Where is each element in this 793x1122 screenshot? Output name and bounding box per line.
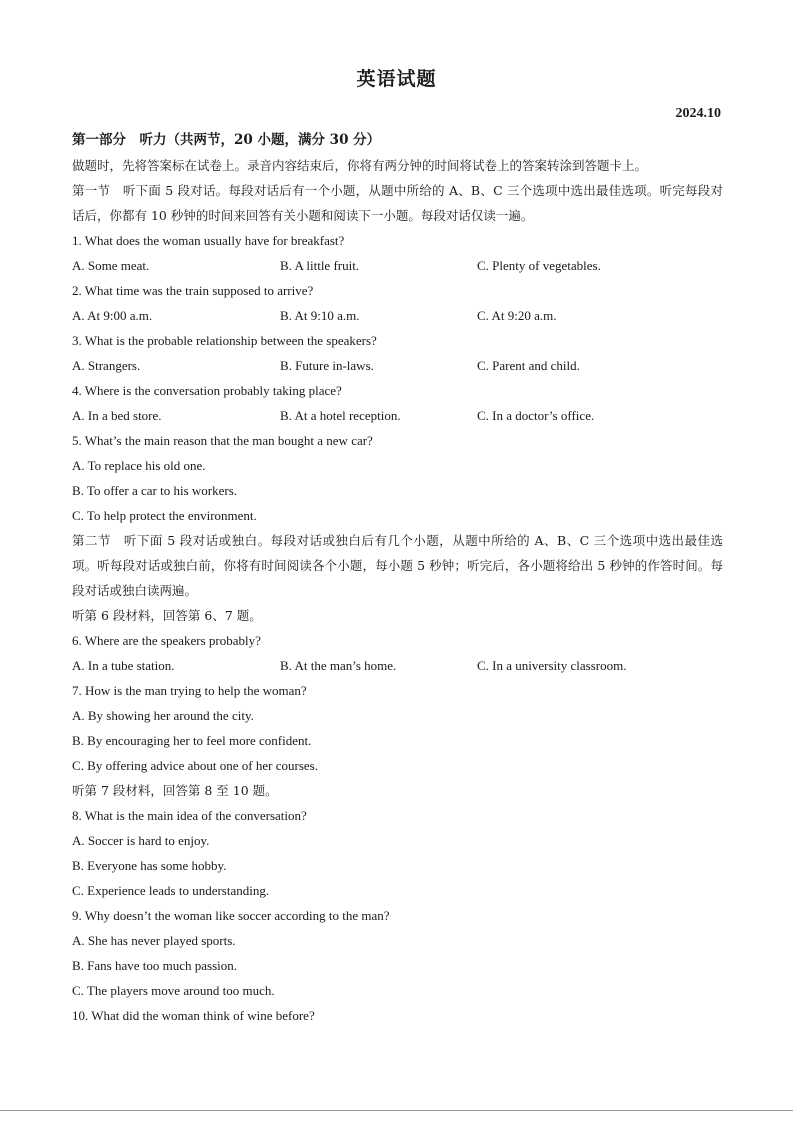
option-b: B. By encouraging her to feel more confident.	[72, 733, 312, 748]
option-a: A. By showing her around the city.	[72, 708, 254, 723]
question-7-stem: 7. How is the man trying to help the woman?	[72, 683, 307, 698]
option-a: A. In a bed store.	[72, 408, 162, 423]
material-7-instruction: 听第 7 段材料，回答第 8 至 10 题。	[72, 783, 278, 798]
question-2-stem: 2. What time was the train supposed to arrive?	[72, 283, 314, 298]
material-6-instruction: 听第 6 段材料，回答第 6、7 题。	[72, 608, 262, 623]
section2-instructions: 第二节 听下面 5 段对话或独白。每段对话或独白后有几个小题，从题中所给的 A、B、C 三个选项中选出最佳选项。听每段对话或独白前，你将有时间阅读各个小题，每小题 5 秒钟；听完后，各小题将给出 5 秒钟的作答时间。每段对话或独白读两遍。	[72, 533, 723, 598]
question-3-options	[72, 353, 723, 378]
option-a: A. In a tube station.	[72, 658, 175, 673]
option-b: B. At a hotel reception.	[280, 408, 401, 423]
section1-instructions: 第一节 听下面 5 段对话。每段对话后有一个小题，从题中所给的 A、B、C 三个选项中选出最佳选项。听完每段对话后，你都有 10 秒钟的时间来回答有关小题和阅读下一小题。每段对话仅读一遍。	[72, 183, 723, 223]
exam-date: 2024.10	[675, 106, 721, 121]
option-b: B. Everyone has some hobby.	[72, 858, 227, 873]
option-b: B. At the man’s home.	[280, 658, 397, 673]
question-9-stem: 9. Why doesn’t the woman like soccer according to the man?	[72, 908, 390, 923]
question-5-stem: 5. What’s the main reason that the man bought a new car?	[72, 433, 373, 448]
question-4-options	[72, 403, 723, 428]
question-8-stem: 8. What is the main idea of the conversation?	[72, 808, 307, 823]
part1-heading: 第一部分 听力（共两节，20 小题，满分 30 分）	[72, 132, 381, 148]
option-c: C. In a university classroom.	[477, 658, 627, 673]
option-b: B. To offer a car to his workers.	[72, 483, 238, 498]
question-3-stem: 3. What is the probable relationship between the speakers?	[72, 333, 377, 348]
question-10-stem: 10. What did the woman think of wine before?	[72, 1008, 315, 1023]
option-a: A. Some meat.	[72, 258, 150, 273]
option-a: A. At 9:00 a.m.	[72, 308, 153, 323]
option-b: B. Fans have too much passion.	[72, 958, 238, 973]
question-6-options	[72, 653, 723, 678]
option-c: C. At 9:20 a.m.	[477, 308, 557, 323]
question-2-options	[72, 303, 723, 328]
option-b: B. At 9:10 a.m.	[280, 308, 360, 323]
option-a: A. She has never played sports.	[72, 933, 236, 948]
page-bottom-divider	[0, 1110, 793, 1111]
part1-intro: 做题时，先将答案标在试卷上。录音内容结束后，你将有两分钟的时间将试卷上的答案转涂到答题卡上。	[72, 158, 648, 173]
option-c: C. Experience leads to understanding.	[72, 883, 270, 898]
question-1-stem: 1. What does the woman usually have for breakfast?	[72, 233, 345, 248]
question-4-stem: 4. Where is the conversation probably taking place?	[72, 383, 342, 398]
option-a: A. Strangers.	[72, 358, 141, 373]
question-6-stem: 6. Where are the speakers probably?	[72, 633, 261, 648]
option-c: C. In a doctor’s office.	[477, 408, 595, 423]
option-c: C. To help protect the environment.	[72, 508, 257, 523]
question-1-options	[72, 253, 723, 278]
page-title: 英语试题	[356, 68, 437, 90]
option-a: A. Soccer is hard to enjoy.	[72, 833, 210, 848]
option-b: B. Future in-laws.	[280, 358, 374, 373]
option-c: C. The players move around too much.	[72, 983, 275, 998]
option-c: C. Plenty of vegetables.	[477, 258, 601, 273]
option-c: C. Parent and child.	[477, 358, 580, 373]
listening-section	[72, 128, 723, 1028]
option-b: B. A little fruit.	[280, 258, 360, 273]
option-c: C. By offering advice about one of her courses.	[72, 758, 318, 773]
option-a: A. To replace his old one.	[72, 458, 206, 473]
